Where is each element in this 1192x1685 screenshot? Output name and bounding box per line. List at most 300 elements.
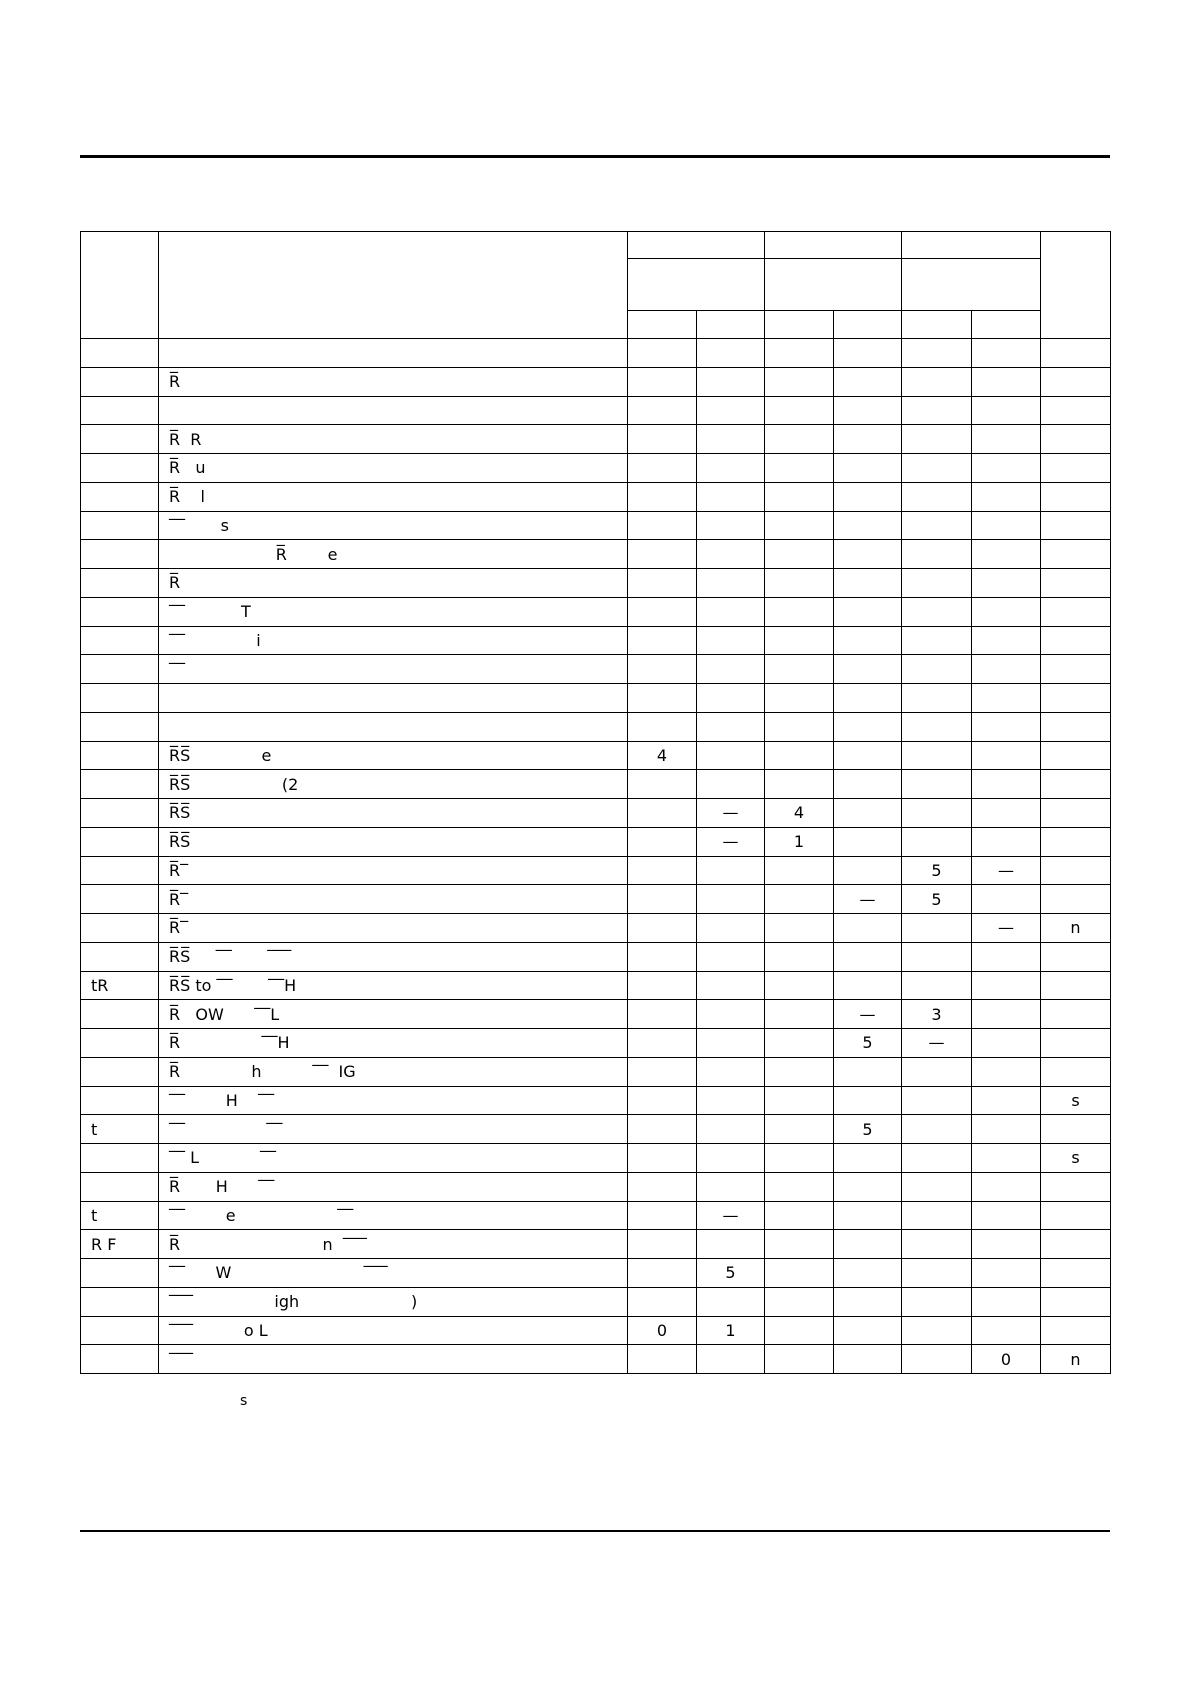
value-cell xyxy=(972,799,1041,828)
parameter-cell: ‾‾‾ xyxy=(159,1345,628,1374)
value-cell xyxy=(765,684,834,713)
value-cell xyxy=(834,971,902,1000)
value-cell xyxy=(1041,885,1111,914)
value-cell xyxy=(902,741,972,770)
value-cell xyxy=(765,1086,834,1115)
header-group-2 xyxy=(765,232,902,259)
value-cell xyxy=(972,367,1041,396)
value-cell xyxy=(834,942,902,971)
table-row xyxy=(81,684,1111,713)
parameter-cell: R̅S̅ xyxy=(159,799,628,828)
value-cell xyxy=(697,540,765,569)
value-cell xyxy=(628,827,697,856)
value-cell xyxy=(628,1115,697,1144)
value-cell: — xyxy=(697,1201,765,1230)
value-cell xyxy=(834,1172,902,1201)
value-cell xyxy=(1041,942,1111,971)
value-cell xyxy=(902,1172,972,1201)
table-row xyxy=(81,914,1111,943)
value-cell: s xyxy=(1041,1144,1111,1173)
value-cell xyxy=(697,655,765,684)
symbol-cell xyxy=(81,1000,159,1029)
value-cell xyxy=(628,712,697,741)
value-cell xyxy=(628,914,697,943)
value-cell xyxy=(834,1144,902,1173)
parameter-cell: R̅ e xyxy=(159,540,628,569)
header-group-1 xyxy=(628,232,765,259)
value-cell: — xyxy=(902,1029,972,1058)
table-row xyxy=(81,367,1111,396)
value-cell xyxy=(902,942,972,971)
value-cell xyxy=(972,971,1041,1000)
value-cell xyxy=(972,741,1041,770)
table-row xyxy=(81,741,1111,770)
value-cell xyxy=(765,885,834,914)
symbol-cell xyxy=(81,1144,159,1173)
value-cell xyxy=(902,540,972,569)
value-cell xyxy=(697,1115,765,1144)
value-cell xyxy=(628,1259,697,1288)
value-cell xyxy=(902,655,972,684)
value-cell xyxy=(902,1201,972,1230)
symbol-cell xyxy=(81,885,159,914)
value-cell xyxy=(972,1172,1041,1201)
value-cell xyxy=(1041,367,1111,396)
value-cell xyxy=(972,482,1041,511)
value-cell xyxy=(972,1029,1041,1058)
value-cell xyxy=(834,827,902,856)
value-cell xyxy=(765,569,834,598)
value-cell: 5 xyxy=(902,885,972,914)
value-cell xyxy=(765,597,834,626)
value-cell xyxy=(628,1086,697,1115)
table-row xyxy=(81,425,1111,454)
value-cell xyxy=(1041,339,1111,368)
value-cell xyxy=(834,1230,902,1259)
value-cell xyxy=(972,1259,1041,1288)
value-cell xyxy=(765,1057,834,1086)
symbol-cell: t xyxy=(81,1201,159,1230)
header-parameter-cell xyxy=(159,232,628,339)
value-cell: 5 xyxy=(902,856,972,885)
bottom-rule xyxy=(80,1530,1110,1532)
value-cell xyxy=(972,540,1041,569)
value-cell xyxy=(765,511,834,540)
value-cell xyxy=(834,396,902,425)
value-cell xyxy=(834,1201,902,1230)
value-cell xyxy=(1041,684,1111,713)
value-cell xyxy=(834,482,902,511)
symbol-cell xyxy=(81,511,159,540)
value-cell xyxy=(628,482,697,511)
table-row xyxy=(81,770,1111,799)
value-cell xyxy=(628,396,697,425)
value-cell: n xyxy=(1041,1345,1111,1374)
symbol-cell: tR xyxy=(81,971,159,1000)
value-cell xyxy=(972,511,1041,540)
table-row xyxy=(81,540,1111,569)
value-cell xyxy=(902,971,972,1000)
value-cell xyxy=(972,1086,1041,1115)
value-cell xyxy=(697,454,765,483)
value-cell xyxy=(834,1057,902,1086)
header-min-1 xyxy=(628,311,697,339)
table-row xyxy=(81,339,1111,368)
value-cell xyxy=(697,1345,765,1374)
table-row xyxy=(81,1345,1111,1374)
parameter-cell: R̅ h ‾‾ IG xyxy=(159,1057,628,1086)
value-cell xyxy=(902,454,972,483)
parameter-cell: ‾‾ e ‾‾ xyxy=(159,1201,628,1230)
value-cell xyxy=(902,367,972,396)
value-cell xyxy=(972,1144,1041,1173)
value-cell xyxy=(628,885,697,914)
symbol-cell xyxy=(81,339,159,368)
value-cell: n xyxy=(1041,914,1111,943)
value-cell xyxy=(628,569,697,598)
parameter-cell: ‾‾ xyxy=(159,655,628,684)
symbol-cell xyxy=(81,1172,159,1201)
parameter-cell xyxy=(159,684,628,713)
value-cell: 5 xyxy=(697,1259,765,1288)
value-cell xyxy=(902,626,972,655)
value-cell xyxy=(628,1029,697,1058)
value-cell xyxy=(972,684,1041,713)
value-cell xyxy=(1041,1287,1111,1316)
value-cell xyxy=(697,914,765,943)
value-cell xyxy=(765,425,834,454)
value-cell xyxy=(697,339,765,368)
parameter-cell: ‾‾‾ igh ) xyxy=(159,1287,628,1316)
parameter-cell: ‾‾ ‾‾ xyxy=(159,1115,628,1144)
symbol-cell xyxy=(81,684,159,713)
value-cell xyxy=(902,1259,972,1288)
value-cell xyxy=(1041,1057,1111,1086)
value-cell xyxy=(834,367,902,396)
value-cell xyxy=(765,942,834,971)
value-cell xyxy=(972,827,1041,856)
value-cell xyxy=(697,1057,765,1086)
value-cell xyxy=(834,339,902,368)
value-cell xyxy=(1041,569,1111,598)
value-cell xyxy=(1041,597,1111,626)
value-cell xyxy=(628,367,697,396)
value-cell xyxy=(902,339,972,368)
parameter-cell: R̅ H ‾‾ xyxy=(159,1172,628,1201)
value-cell xyxy=(697,741,765,770)
value-cell: 4 xyxy=(765,799,834,828)
table-row xyxy=(81,942,1111,971)
parameter-cell: R̅ R xyxy=(159,425,628,454)
parameter-cell: R̅ n ‾‾‾ xyxy=(159,1230,628,1259)
value-cell xyxy=(628,856,697,885)
table-row xyxy=(81,856,1111,885)
value-cell xyxy=(1041,655,1111,684)
value-cell xyxy=(902,712,972,741)
value-cell xyxy=(765,1259,834,1288)
value-cell xyxy=(697,1144,765,1173)
value-cell xyxy=(834,1345,902,1374)
symbol-cell xyxy=(81,1316,159,1345)
value-cell xyxy=(697,885,765,914)
table-row xyxy=(81,1259,1111,1288)
parameter-cell: R̅ xyxy=(159,367,628,396)
value-cell xyxy=(902,1230,972,1259)
value-cell: 4 xyxy=(628,741,697,770)
value-cell xyxy=(628,1000,697,1029)
value-cell xyxy=(697,569,765,598)
value-cell xyxy=(765,856,834,885)
value-cell xyxy=(972,770,1041,799)
parameter-cell: R̅ l xyxy=(159,482,628,511)
value-cell xyxy=(834,856,902,885)
table-row xyxy=(81,569,1111,598)
value-cell xyxy=(1041,741,1111,770)
value-cell xyxy=(834,684,902,713)
value-cell xyxy=(765,741,834,770)
parameter-cell: R̅S̅ xyxy=(159,827,628,856)
value-cell xyxy=(902,827,972,856)
table-row xyxy=(81,712,1111,741)
value-cell xyxy=(1041,1029,1111,1058)
parameter-cell: ‾‾‾ o L xyxy=(159,1316,628,1345)
value-cell xyxy=(1041,1316,1111,1345)
value-cell xyxy=(834,569,902,598)
value-cell xyxy=(628,1345,697,1374)
table-row xyxy=(81,597,1111,626)
value-cell xyxy=(628,597,697,626)
value-cell xyxy=(765,482,834,511)
value-cell: — xyxy=(697,799,765,828)
symbol-cell xyxy=(81,799,159,828)
value-cell xyxy=(834,1316,902,1345)
value-cell xyxy=(628,1172,697,1201)
value-cell xyxy=(628,684,697,713)
value-cell xyxy=(1041,454,1111,483)
value-cell xyxy=(697,425,765,454)
table-row xyxy=(81,511,1111,540)
value-cell xyxy=(834,540,902,569)
value-cell xyxy=(628,511,697,540)
value-cell xyxy=(628,770,697,799)
value-cell xyxy=(765,1201,834,1230)
header-subgroup-1 xyxy=(628,259,765,311)
symbol-cell xyxy=(81,1029,159,1058)
value-cell xyxy=(834,655,902,684)
table-row xyxy=(81,1201,1111,1230)
value-cell xyxy=(765,1144,834,1173)
value-cell xyxy=(972,1115,1041,1144)
symbol-cell xyxy=(81,914,159,943)
table-row xyxy=(81,1316,1111,1345)
value-cell xyxy=(765,655,834,684)
value-cell xyxy=(902,482,972,511)
value-cell xyxy=(902,1345,972,1374)
value-cell xyxy=(697,856,765,885)
value-cell xyxy=(697,971,765,1000)
value-cell xyxy=(765,1345,834,1374)
value-cell xyxy=(1041,1259,1111,1288)
value-cell xyxy=(972,339,1041,368)
header-max-3 xyxy=(972,311,1041,339)
value-cell xyxy=(834,454,902,483)
value-cell xyxy=(697,1000,765,1029)
table-row xyxy=(81,1287,1111,1316)
value-cell xyxy=(834,741,902,770)
value-cell xyxy=(972,454,1041,483)
parameter-cell: ‾‾ W ‾‾‾ xyxy=(159,1259,628,1288)
symbol-cell xyxy=(81,827,159,856)
symbol-cell xyxy=(81,482,159,511)
table-row xyxy=(81,971,1111,1000)
value-cell xyxy=(628,1144,697,1173)
value-cell xyxy=(1041,1000,1111,1029)
table-row xyxy=(81,1000,1111,1029)
value-cell xyxy=(1041,626,1111,655)
parameter-cell: R̅S̅ e xyxy=(159,741,628,770)
value-cell: 3 xyxy=(902,1000,972,1029)
value-cell xyxy=(972,1057,1041,1086)
top-rule xyxy=(80,155,1110,158)
value-cell: 5 xyxy=(834,1115,902,1144)
value-cell xyxy=(972,1201,1041,1230)
value-cell xyxy=(902,799,972,828)
value-cell xyxy=(972,1000,1041,1029)
table-row xyxy=(81,1029,1111,1058)
symbol-cell: t xyxy=(81,1115,159,1144)
parameter-cell: ‾‾ i xyxy=(159,626,628,655)
table-row xyxy=(81,827,1111,856)
value-cell xyxy=(765,1000,834,1029)
value-cell xyxy=(972,425,1041,454)
value-cell xyxy=(902,597,972,626)
value-cell xyxy=(628,540,697,569)
symbol-cell xyxy=(81,367,159,396)
table-row xyxy=(81,454,1111,483)
value-cell xyxy=(834,626,902,655)
value-cell xyxy=(628,454,697,483)
value-cell xyxy=(972,1287,1041,1316)
value-cell xyxy=(765,1230,834,1259)
value-cell xyxy=(1041,1172,1111,1201)
value-cell xyxy=(902,1287,972,1316)
parameter-cell: ‾‾ T xyxy=(159,597,628,626)
value-cell xyxy=(765,540,834,569)
symbol-cell xyxy=(81,425,159,454)
header-symbol-cell xyxy=(81,232,159,339)
parameter-cell: R̅‾ xyxy=(159,885,628,914)
value-cell xyxy=(902,569,972,598)
parameter-cell: R̅S̅ to ‾‾ ‾‾H xyxy=(159,971,628,1000)
value-cell xyxy=(1041,1201,1111,1230)
header-min-2 xyxy=(765,311,834,339)
value-cell xyxy=(1041,1230,1111,1259)
value-cell xyxy=(697,684,765,713)
table-row xyxy=(81,1172,1111,1201)
value-cell: 0 xyxy=(972,1345,1041,1374)
value-cell xyxy=(834,1287,902,1316)
value-cell xyxy=(902,684,972,713)
value-cell xyxy=(972,1230,1041,1259)
value-cell xyxy=(697,712,765,741)
value-cell xyxy=(765,1287,834,1316)
value-cell xyxy=(628,799,697,828)
value-cell xyxy=(902,1316,972,1345)
parameter-cell xyxy=(159,396,628,425)
value-cell xyxy=(902,1057,972,1086)
value-cell: 0 xyxy=(628,1316,697,1345)
table-row xyxy=(81,626,1111,655)
value-cell xyxy=(1041,856,1111,885)
parameter-cell: R̅ xyxy=(159,569,628,598)
value-cell xyxy=(972,1316,1041,1345)
value-cell xyxy=(1041,425,1111,454)
value-cell xyxy=(1041,712,1111,741)
value-cell xyxy=(972,885,1041,914)
value-cell xyxy=(628,1201,697,1230)
value-cell xyxy=(972,942,1041,971)
value-cell xyxy=(765,1172,834,1201)
parameter-cell: R̅ OW ‾‾L xyxy=(159,1000,628,1029)
symbol-cell xyxy=(81,856,159,885)
parameter-cell: R̅S̅ (2 xyxy=(159,770,628,799)
value-cell xyxy=(902,1144,972,1173)
value-cell xyxy=(972,626,1041,655)
header-max-1 xyxy=(697,311,765,339)
symbol-cell xyxy=(81,569,159,598)
value-cell xyxy=(834,1259,902,1288)
value-cell xyxy=(834,914,902,943)
value-cell xyxy=(902,511,972,540)
value-cell xyxy=(972,597,1041,626)
table-row xyxy=(81,1230,1111,1259)
value-cell xyxy=(902,1086,972,1115)
parameter-cell: ‾‾ L ‾‾ xyxy=(159,1144,628,1173)
table-row xyxy=(81,1086,1111,1115)
parameter-cell: R̅ u xyxy=(159,454,628,483)
symbol-cell xyxy=(81,1345,159,1374)
value-cell xyxy=(765,626,834,655)
value-cell xyxy=(697,367,765,396)
value-cell xyxy=(628,1057,697,1086)
value-cell xyxy=(972,396,1041,425)
value-cell: — xyxy=(972,914,1041,943)
value-cell xyxy=(1041,799,1111,828)
value-cell xyxy=(628,339,697,368)
value-cell xyxy=(1041,511,1111,540)
value-cell xyxy=(697,1172,765,1201)
value-cell xyxy=(1041,827,1111,856)
value-cell xyxy=(1041,1115,1111,1144)
value-cell xyxy=(834,712,902,741)
value-cell xyxy=(834,770,902,799)
symbol-cell xyxy=(81,1086,159,1115)
value-cell xyxy=(697,396,765,425)
symbol-cell xyxy=(81,540,159,569)
value-cell xyxy=(628,1287,697,1316)
parameter-cell xyxy=(159,339,628,368)
table-row xyxy=(81,396,1111,425)
value-cell xyxy=(972,712,1041,741)
value-cell: 1 xyxy=(765,827,834,856)
table-row xyxy=(81,1057,1111,1086)
value-cell xyxy=(834,799,902,828)
symbol-cell xyxy=(81,396,159,425)
table-row xyxy=(81,1144,1111,1173)
value-cell xyxy=(765,367,834,396)
value-cell xyxy=(972,655,1041,684)
symbol-cell xyxy=(81,741,159,770)
